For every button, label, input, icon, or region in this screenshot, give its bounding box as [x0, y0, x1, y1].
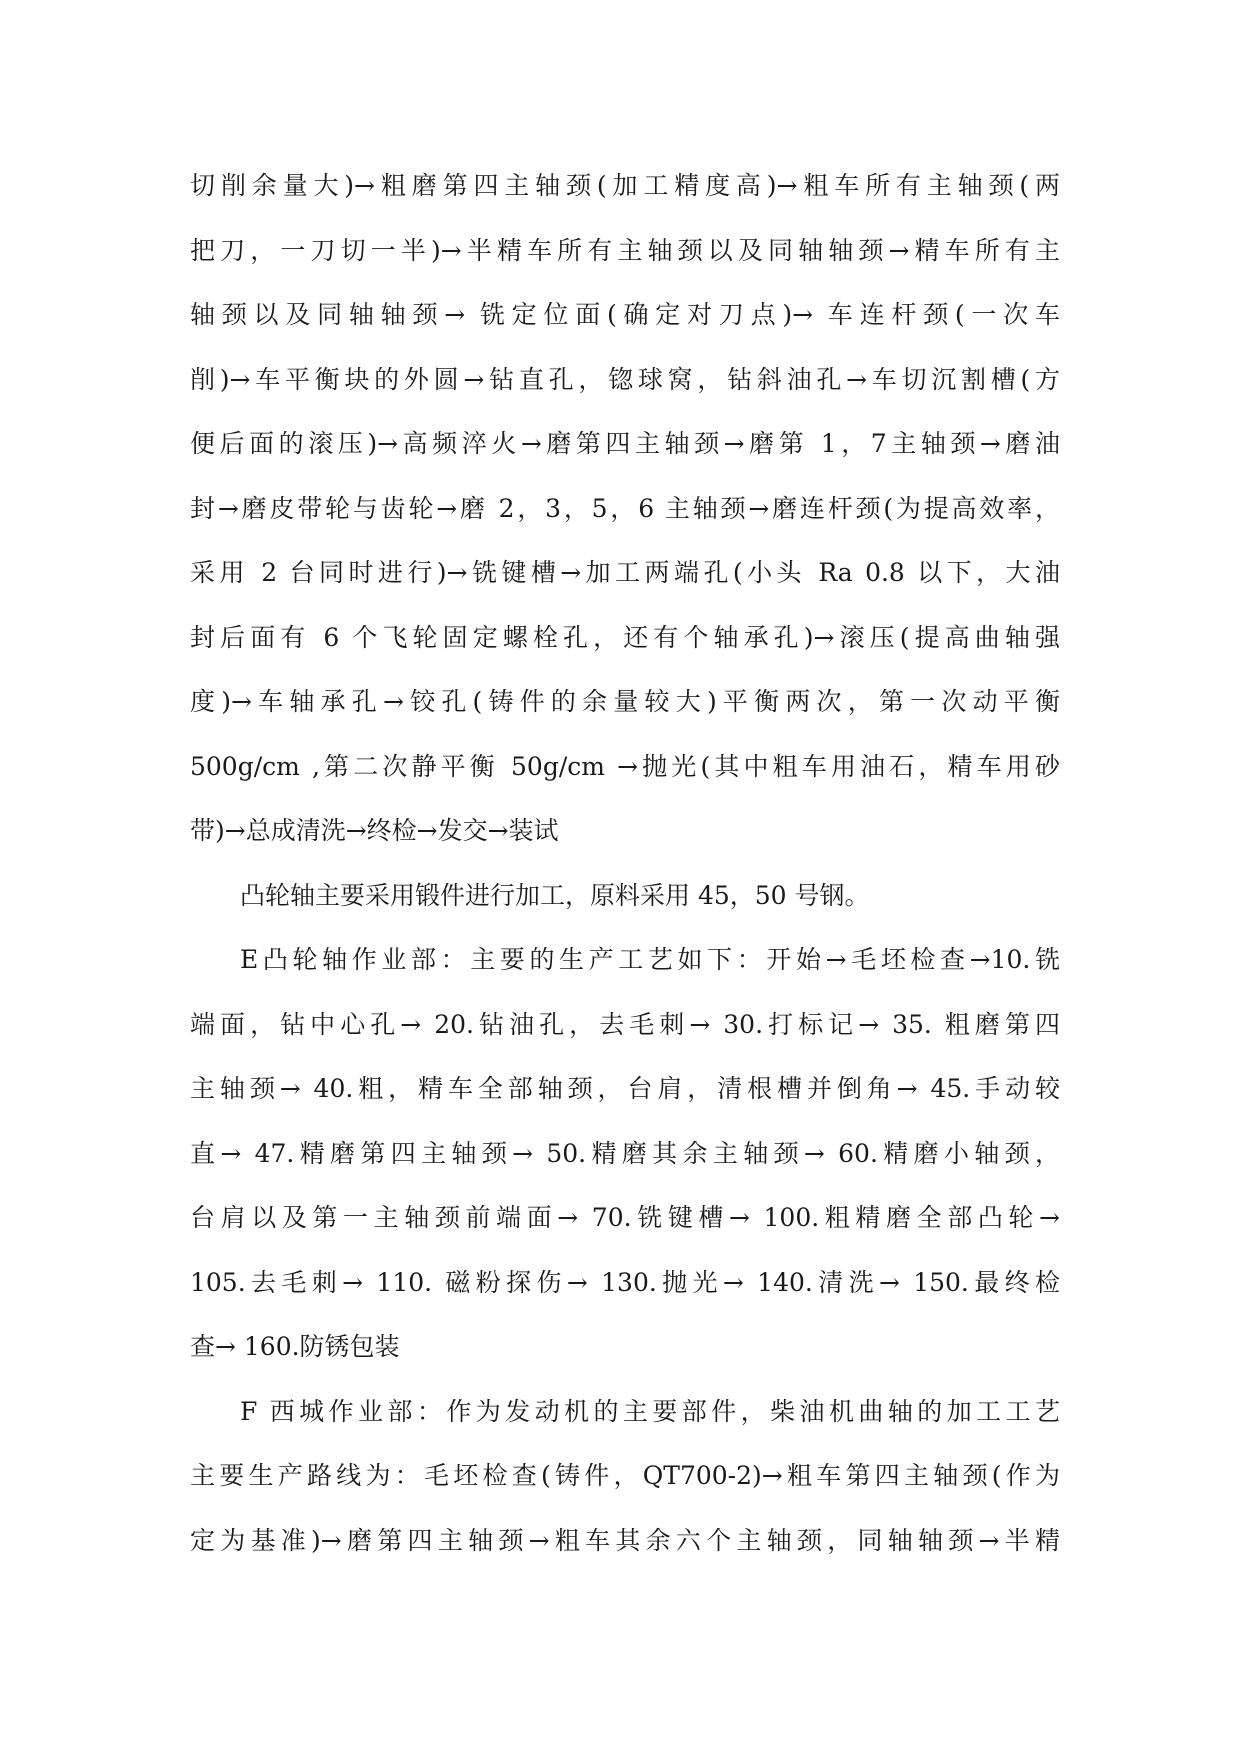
text-line: 封后面有 6 个飞轮固定螺栓孔，还有个轴承孔)→滚压(提高曲轴强: [190, 622, 1060, 652]
text-line: 带)→总成清洗→终检→发交→装试: [190, 816, 559, 845]
text-line: 500g/cm ,第二次静平衡 50g/cm →抛光(其中粗车用油石，精车用砂: [190, 751, 1060, 781]
text-line: 度)→车轴承孔→铰孔(铸件的余量较大)平衡两次，第一次动平衡: [190, 687, 1060, 716]
document-body: [190, 154, 1060, 1573]
text-line: 便后面的滚压)→高频淬火→磨第四主轴颈→磨第 1，7主轴颈→磨油: [190, 429, 1060, 458]
text-line: 主轴颈→ 40.粗，精车全部轴颈，台肩，清根槽并倒角→ 45.手动较: [190, 1074, 1060, 1103]
text-line: 查→ 160.防锈包装: [190, 1332, 400, 1361]
text-line: 封→磨皮带轮与齿轮→磨 2，3，5，6 主轴颈→磨连杆颈(为提高效率，: [190, 493, 1060, 523]
paragraph-xicheng-department: [190, 1380, 1060, 1574]
text-line: 轴颈以及同轴轴颈→ 铣定位面(确定对刀点)→ 车连杆颈(一次车: [190, 300, 1060, 329]
text-line: 定为基准)→磨第四主轴颈→粗车其余六个主轴颈，同轴轴颈→半精: [190, 1525, 1060, 1555]
text-line: 凸轮轴主要采用锻件进行加工，原料采用 45，50 号钢。: [240, 880, 870, 910]
text-line: F 西城作业部：作为发动机的主要部件，柴油机曲轴的加工工艺: [240, 1396, 1060, 1426]
text-line: 削)→车平衡块的外圆→钻直孔，锪球窝，钻斜油孔→车切沉割槽(方: [190, 364, 1060, 394]
text-line: 直→ 47.精磨第四主轴颈→ 50.精磨其余主轴颈→ 60.精磨小轴颈，: [190, 1138, 1060, 1168]
paragraph-crankshaft-process: [190, 154, 1060, 864]
text-line: E凸轮轴作业部：主要的生产工艺如下：开始→毛坯检查→10.铣: [240, 945, 1060, 974]
text-line: 台肩以及第一主轴颈前端面→ 70.铣键槽→ 100.粗精磨全部凸轮→: [190, 1203, 1060, 1232]
text-line: 把刀，一刀切一半)→半精车所有主轴颈以及同轴轴颈→精车所有主: [190, 235, 1060, 265]
paragraph-camshaft-material: [190, 864, 1060, 929]
text-line: 切削余量大)→粗磨第四主轴颈(加工精度高)→粗车所有主轴颈(两: [190, 171, 1060, 200]
text-line: 端面，钻中心孔→ 20.钻油孔，去毛刺→ 30.打标记→ 35. 粗磨第四: [190, 1009, 1060, 1039]
text-line: 采用 2 台同时进行)→铣键槽→加工两端孔(小头 Ra 0.8 以下，大油: [190, 558, 1060, 587]
text-line: 主要生产路线为：毛坯检查(铸件，QT700-2)→粗车第四主轴颈(作为: [190, 1461, 1060, 1490]
paragraph-camshaft-department: [190, 928, 1060, 1380]
text-line: 105.去毛刺→ 110. 磁粉探伤→ 130.抛光→ 140.清洗→ 150.最终检: [190, 1267, 1060, 1297]
